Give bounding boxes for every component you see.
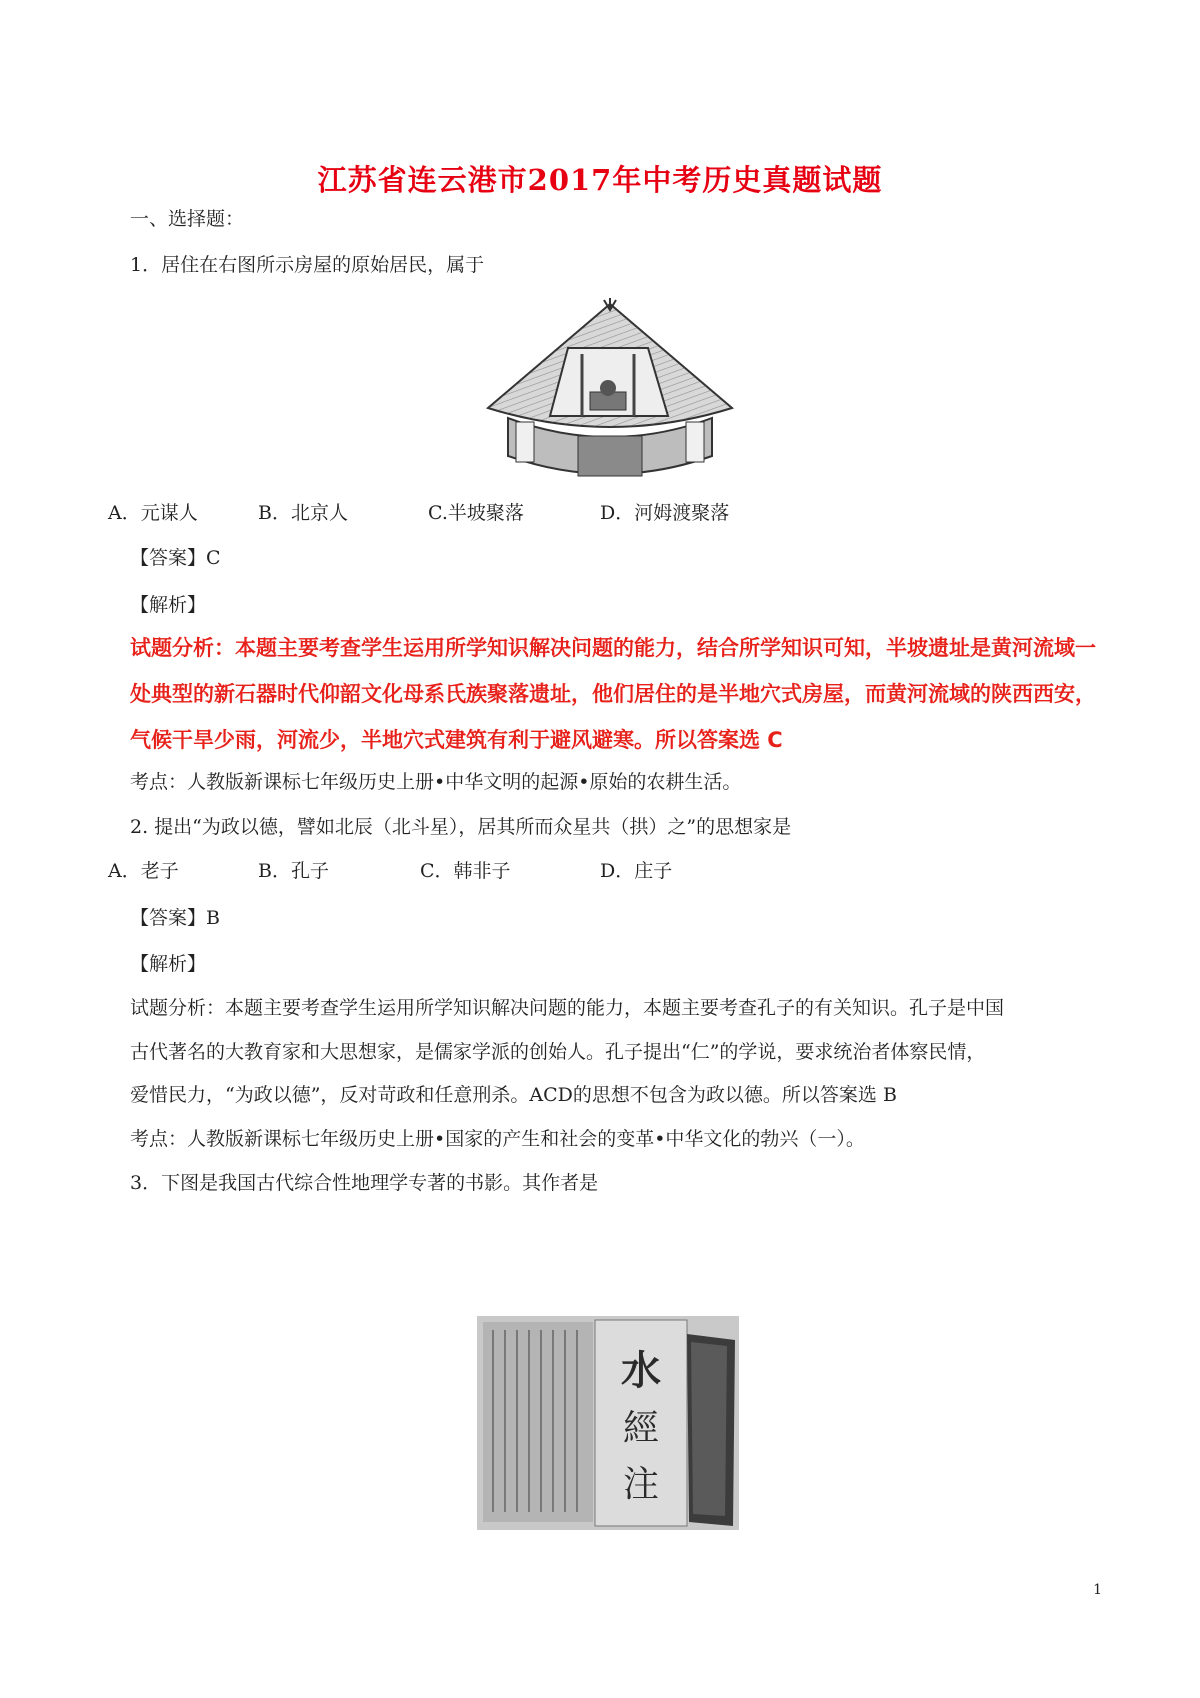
q1-option-c: C.半坡聚落: [428, 502, 524, 524]
page-title: 江苏省连云港市2017年中考历史真题试题: [317, 163, 883, 197]
svg-text:水: 水: [621, 1347, 661, 1394]
q2-answer: 【答案】B: [130, 907, 220, 929]
q1-option-d: D．河姆渡聚落: [600, 502, 730, 524]
q2-option-d: D．庄子: [600, 860, 673, 882]
svg-text:注: 注: [622, 1464, 660, 1505]
page-number: 1: [1093, 1582, 1102, 1598]
question-3-stem: 3．下图是我国古代综合性地理学专著的书影。其作者是: [130, 1172, 599, 1194]
section-heading: 一、选择题：: [130, 208, 245, 230]
q2-analysis-line: 古代著名的大教育家和大思想家，是儒家学派的创始人。孔子提出“仁”的学说，要求统治者体察民情，: [130, 1041, 986, 1063]
q2-option-c: C．韩非子: [420, 860, 511, 882]
q1-analysis-line: 处典型的新石器时代仰韶文化母系氏族聚落遗址，他们居住的是半地穴式房屋，而黄河流域的陕西西安，: [130, 682, 1096, 706]
question-2-stem: 2. 提出“为政以德，譬如北辰（北斗星），居其所而众星共（拱）之”的思想家是: [130, 816, 792, 838]
q2-option-a: A．老子: [108, 860, 179, 882]
q1-option-b: B．北京人: [258, 502, 348, 524]
q1-option-a: A．元谋人: [108, 502, 198, 524]
q1-kaodian: 考点：人教版新课标七年级历史上册•中华文明的起源•原始的农耕生活。: [130, 771, 742, 793]
q2-analysis-line: 试题分析：本题主要考查学生运用所学知识解决问题的能力，本题主要考查孔子的有关知识。孔子是中国: [130, 997, 1005, 1019]
q1-analysis-line: 试题分析：本题主要考查学生运用所学知识解决问题的能力，结合所学知识可知，半坡遗址是黄河流域一: [130, 636, 1096, 660]
q1-analysis-line: 气候干旱少雨，河流少，半地穴式建筑有利于避风避寒。所以答案选 C: [130, 728, 783, 752]
q1-analysis-label: 【解析】: [130, 594, 207, 616]
shui-jing-zhu-book-image: [477, 1316, 739, 1530]
q2-analysis-line: 爱惜民力，“为政以德”，反对苛政和任意刑杀。ACD的思想不包含为政以德。所以答案选 B: [130, 1084, 897, 1106]
q2-kaodian: 考点：人教版新课标七年级历史上册•国家的产生和社会的变革•中华文化的勃兴（一）。: [130, 1128, 865, 1150]
q2-option-b: B．孔子: [258, 860, 329, 882]
semi-subterranean-house-image: [478, 296, 742, 501]
q1-answer: 【答案】C: [130, 547, 221, 569]
q2-analysis-label: 【解析】: [130, 953, 207, 975]
question-1-stem: 1．居住在右图所示房屋的原始居民，属于: [130, 254, 485, 276]
svg-text:經: 經: [622, 1408, 660, 1449]
